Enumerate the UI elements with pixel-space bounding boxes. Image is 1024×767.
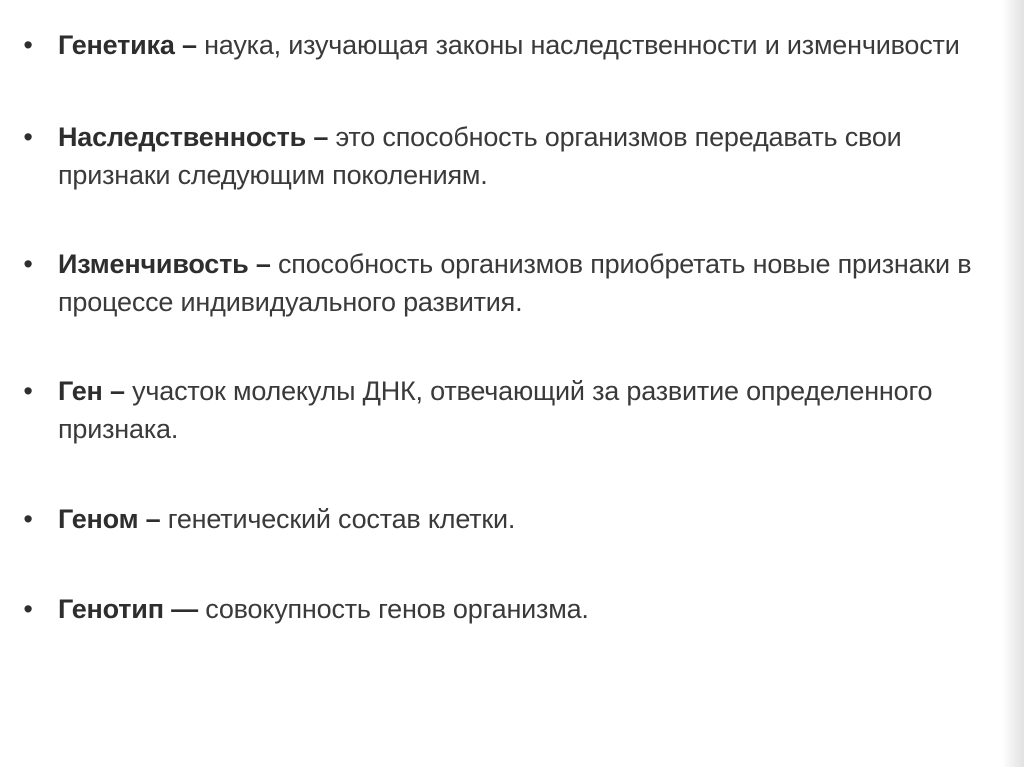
bullet-icon: • [23,30,33,60]
term-dash: – [174,30,205,60]
list-item-genome [18,500,1008,538]
term-dash: – [306,122,336,152]
bullet-icon: • [23,504,33,534]
term-heredity: Наследственность [58,122,307,152]
definition-genetics: наука, изучающая законы наследственности и изменчивости [204,30,960,60]
list-item-variability [18,245,1008,321]
term-dash: – [248,249,278,279]
bullet-icon: • [23,122,33,152]
term-genotype: Генотип [58,594,164,624]
term-genome: Геном [58,504,139,534]
definition-genome: генетический состав клетки. [167,504,516,534]
term-dash: — [163,594,206,624]
term-list [18,26,1008,628]
term-dash: – [102,376,133,406]
bullet-icon: • [23,376,33,406]
list-item-gene [18,372,1008,448]
term-genetics: Генетика [58,30,175,60]
term-variability: Изменчивость [58,249,249,279]
term-gene: Ген [58,376,103,406]
list-item-genetics [18,26,1008,64]
term-dash: – [138,504,168,534]
definition-heredity: это способность организмов передавать свои признаки следующим поколениям. [58,122,902,190]
list-item-genotype [18,590,1008,628]
definition-gene: участок молекулы ДНК, отвечающий за развитие определенного признака. [58,376,933,444]
bullet-icon: • [23,594,33,624]
bullet-icon: • [23,249,33,279]
list-item-heredity [18,118,1008,194]
definition-variability: способность организмов приобретать новые признаки в процессе индивидуального развития. [58,249,972,317]
definition-genotype: совокупность генов организма. [205,594,589,624]
